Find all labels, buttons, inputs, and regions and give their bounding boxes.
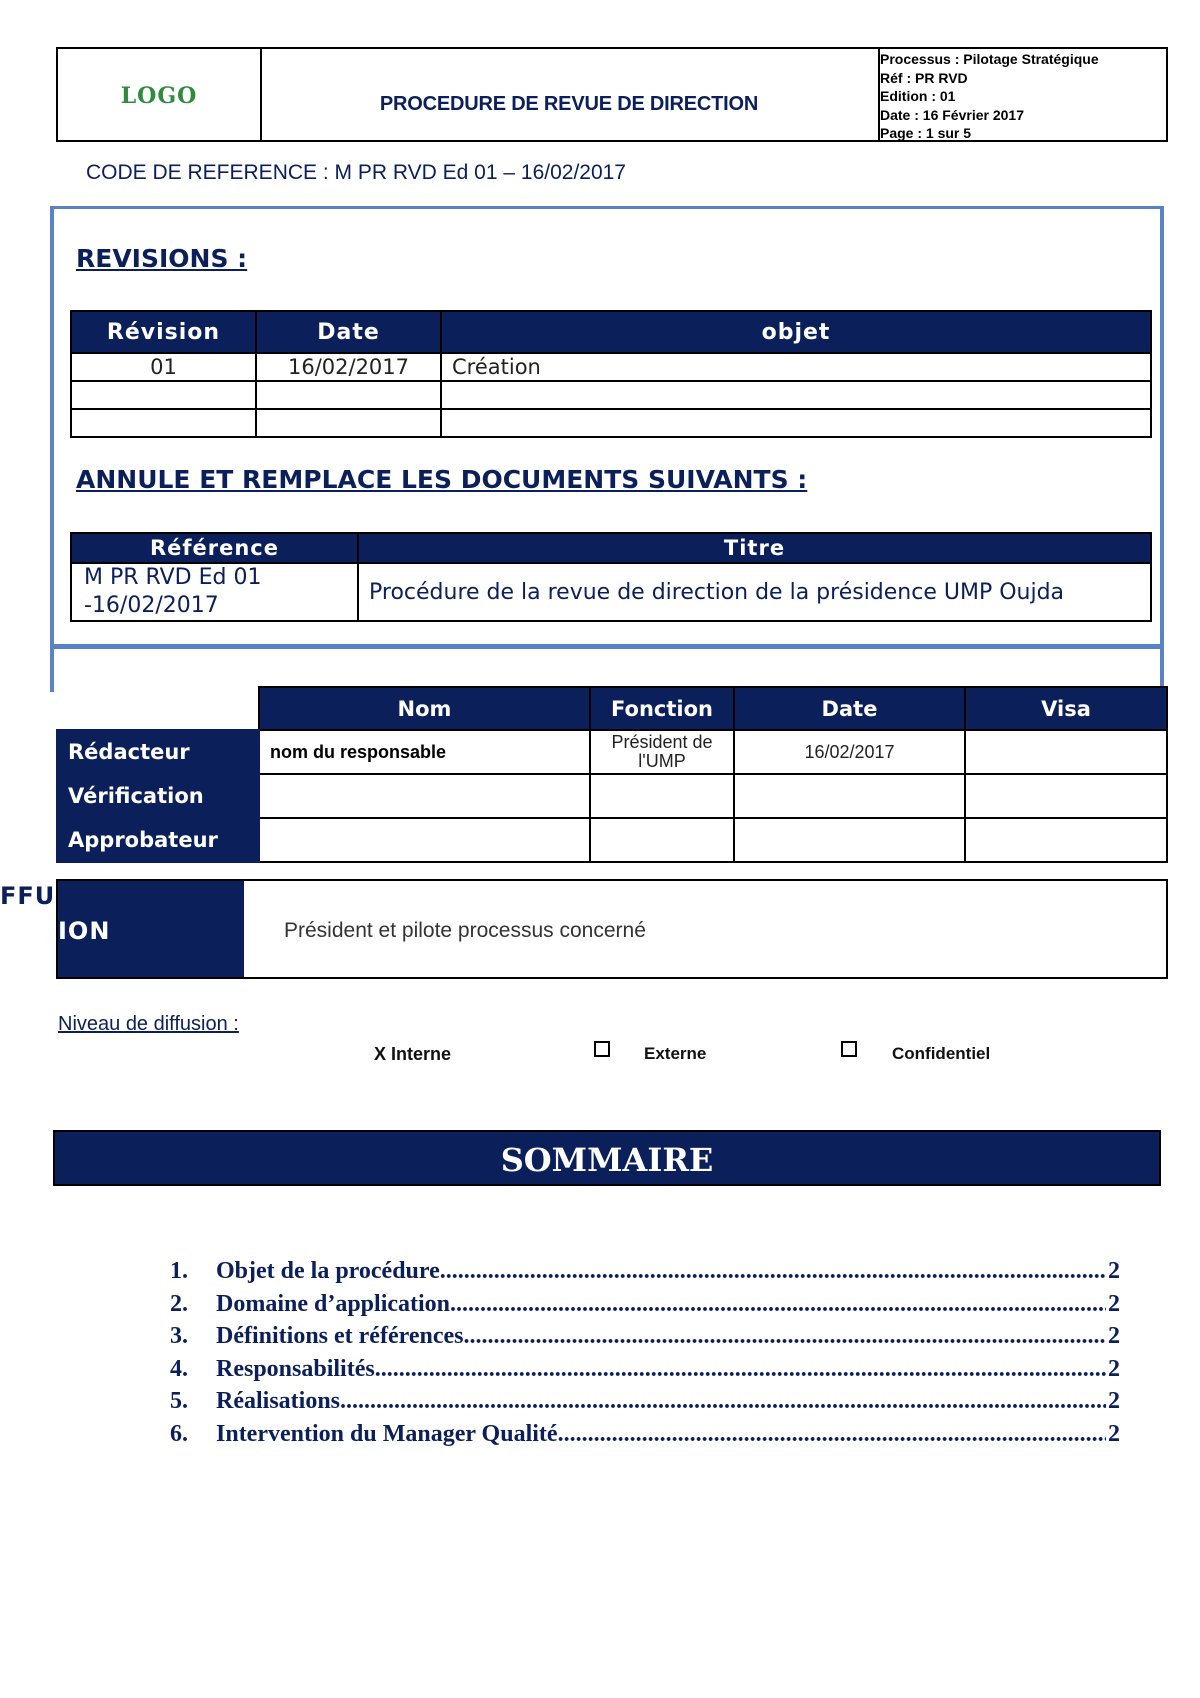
visa-cell bbox=[965, 774, 1167, 818]
nom-cell bbox=[259, 818, 590, 862]
toc-leader bbox=[340, 1388, 1106, 1415]
frame-border-right bbox=[1160, 206, 1164, 690]
toc-item[interactable] bbox=[170, 1388, 1120, 1421]
date-cell bbox=[734, 774, 965, 818]
toc-leader bbox=[558, 1421, 1106, 1448]
table-header-row bbox=[57, 687, 1167, 730]
column-header: Référence bbox=[71, 533, 358, 563]
diffusion-value: Président et pilote processus concerné bbox=[284, 919, 646, 942]
table-cell bbox=[441, 381, 1151, 409]
visa-cell bbox=[965, 818, 1167, 862]
toc-number: 4. bbox=[170, 1355, 188, 1382]
toc-label: Réalisations bbox=[216, 1388, 341, 1414]
meta-edition: Edition : 01 bbox=[880, 88, 956, 104]
toc-label: Intervention du Manager Qualité bbox=[216, 1420, 558, 1447]
column-header: Nom bbox=[259, 687, 590, 730]
fonction-cell bbox=[590, 774, 734, 818]
frame-border-bottom bbox=[50, 644, 1164, 649]
signature-table bbox=[56, 686, 1168, 863]
toc-page: 2 bbox=[1108, 1323, 1120, 1349]
option-interne[interactable]: X Interne bbox=[374, 1044, 452, 1064]
table-row bbox=[71, 409, 1151, 437]
column-header: Date bbox=[734, 687, 965, 730]
table-of-contents bbox=[170, 1258, 1120, 1453]
toc-leader bbox=[375, 1356, 1106, 1383]
table-row bbox=[57, 774, 1167, 818]
toc-page: 2 bbox=[1108, 1258, 1120, 1284]
column-header: Titre bbox=[358, 533, 1151, 563]
table-cell: Création bbox=[441, 353, 1151, 381]
table-header-row bbox=[71, 311, 1151, 353]
toc-page: 2 bbox=[1108, 1420, 1120, 1447]
table-cell bbox=[256, 381, 441, 409]
table-row bbox=[57, 730, 1167, 774]
toc-page: 2 bbox=[1108, 1355, 1120, 1382]
column-header: Visa bbox=[965, 687, 1167, 730]
annule-heading: ANNULE ET REMPLACE LES DOCUMENTS SUIVANTS : bbox=[76, 465, 808, 494]
table-row bbox=[57, 818, 1167, 862]
diffusion-label-cell bbox=[58, 881, 244, 977]
document-header bbox=[56, 47, 1168, 142]
toc-label: Objet de la procédure bbox=[216, 1258, 440, 1284]
toc-label: Définitions et références bbox=[216, 1323, 464, 1349]
diffusion-label-top: FFU bbox=[0, 882, 56, 910]
empty-corner-cell bbox=[57, 687, 259, 730]
revisions-table bbox=[70, 310, 1152, 438]
toc-leader bbox=[440, 1258, 1106, 1285]
diffusion-box bbox=[56, 879, 1168, 979]
sommaire-title: SOMMAIRE bbox=[500, 1141, 714, 1179]
meta-ref: Réf : PR RVD bbox=[880, 69, 968, 86]
option-externe-label: Externe bbox=[644, 1044, 707, 1063]
visa-cell bbox=[965, 730, 1167, 774]
checkbox-externe[interactable] bbox=[594, 1041, 610, 1057]
table-cell bbox=[441, 409, 1151, 437]
table-cell: 16/02/2017 bbox=[256, 353, 441, 381]
toc-item[interactable] bbox=[170, 1258, 1120, 1291]
column-header: Révision bbox=[71, 311, 256, 353]
nom-cell bbox=[259, 774, 590, 818]
toc-leader bbox=[463, 1323, 1106, 1350]
toc-item[interactable] bbox=[170, 1356, 1120, 1389]
toc-page: 2 bbox=[1108, 1290, 1120, 1317]
table-row bbox=[71, 381, 1151, 409]
toc-number: 5. bbox=[170, 1388, 188, 1414]
table-cell bbox=[256, 409, 441, 437]
table-cell bbox=[71, 381, 256, 409]
annule-table bbox=[70, 532, 1152, 622]
toc-page: 2 bbox=[1108, 1388, 1120, 1414]
code-reference: CODE DE REFERENCE : M PR RVD Ed 01 – 16/02/2017 bbox=[86, 161, 626, 184]
toc-item[interactable] bbox=[170, 1421, 1120, 1454]
toc-leader bbox=[450, 1291, 1106, 1318]
logo: LOGO bbox=[120, 83, 198, 109]
toc-number: 3. bbox=[170, 1323, 188, 1349]
frame-border-left bbox=[50, 206, 54, 692]
table-row bbox=[71, 353, 1151, 381]
revisions-heading: REVISIONS : bbox=[76, 244, 248, 273]
title-cell bbox=[260, 49, 880, 140]
frame-border-top bbox=[50, 206, 1164, 209]
table-cell: 01 bbox=[71, 353, 256, 381]
row-label: Approbateur bbox=[57, 818, 259, 862]
toc-label: Domaine d’application bbox=[216, 1290, 451, 1317]
row-label: Rédacteur bbox=[57, 730, 259, 774]
sommaire-banner bbox=[53, 1130, 1161, 1186]
date-cell bbox=[734, 818, 965, 862]
table-header-row bbox=[71, 533, 1151, 563]
fonction-cell: Président de l'UMP bbox=[590, 730, 734, 774]
option-confidentiel-label: Confidentiel bbox=[892, 1044, 991, 1063]
logo-cell bbox=[58, 49, 262, 140]
toc-item[interactable] bbox=[170, 1291, 1120, 1324]
row-label: Vérification bbox=[57, 774, 259, 818]
toc-number: 1. bbox=[170, 1258, 188, 1284]
toc-number: 2. bbox=[170, 1290, 188, 1317]
table-cell: Procédure de la revue de direction de la présidence UMP Oujda bbox=[358, 563, 1151, 621]
column-header: Fonction bbox=[590, 687, 734, 730]
nom-cell: nom du responsable bbox=[259, 730, 590, 774]
meta-page: Page : 1 sur 5 bbox=[880, 125, 972, 141]
diffusion-label-bottom: ION bbox=[58, 917, 111, 945]
meta-date: Date : 16 Février 2017 bbox=[880, 106, 1024, 123]
table-row bbox=[71, 563, 1151, 621]
document-meta bbox=[880, 50, 1170, 143]
meta-processus: Processus : Pilotage Stratégique bbox=[880, 51, 1099, 67]
table-cell: M PR RVD Ed 01 -16/02/2017 bbox=[71, 563, 358, 621]
column-header: Date bbox=[256, 311, 441, 353]
table-cell bbox=[71, 409, 256, 437]
fonction-cell bbox=[590, 818, 734, 862]
toc-number: 6. bbox=[170, 1420, 188, 1447]
document-title: PROCEDURE DE REVUE DE DIRECTION bbox=[379, 93, 759, 115]
checkbox-confidentiel[interactable] bbox=[841, 1041, 857, 1057]
column-header: objet bbox=[441, 311, 1151, 353]
toc-item[interactable] bbox=[170, 1323, 1120, 1356]
date-cell: 16/02/2017 bbox=[734, 730, 965, 774]
niveau-label: Niveau de diffusion : bbox=[58, 1013, 239, 1035]
toc-label: Responsabilités bbox=[216, 1355, 375, 1382]
